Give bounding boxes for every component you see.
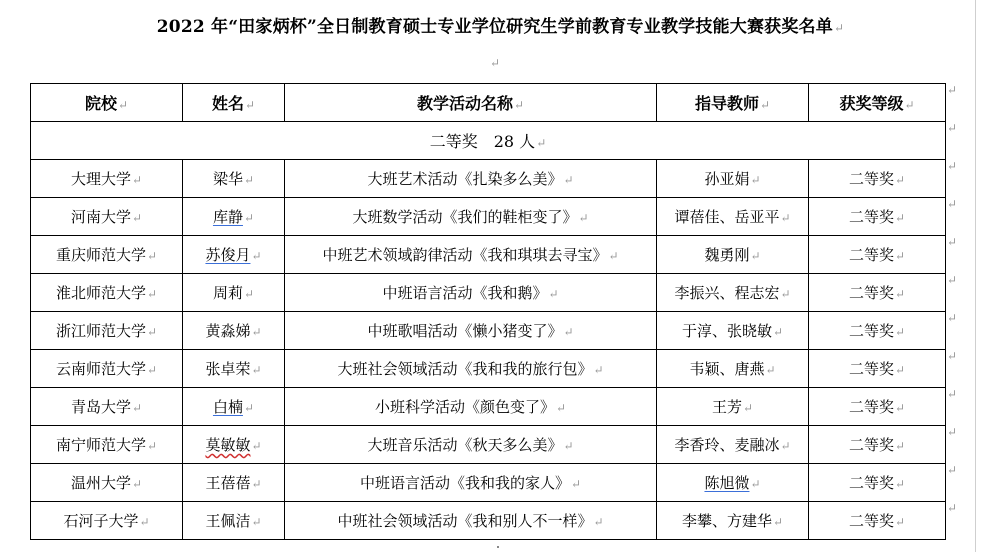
cell-school: 大理大学↵ xyxy=(31,160,183,198)
cell-level: 二等奖↵ xyxy=(809,198,946,236)
row-end-mark-icon: ↵ xyxy=(947,235,958,249)
table-row xyxy=(31,274,946,312)
cell-name: 黄淼娣↵ xyxy=(183,312,285,350)
table-row xyxy=(31,160,946,198)
table-row xyxy=(31,502,946,540)
cell-advisor: 李振兴、程志宏↵ xyxy=(657,274,809,312)
table-header-row xyxy=(31,84,946,122)
cell-advisor: 李攀、方建华↵ xyxy=(657,502,809,540)
row-end-mark-icon: ↵ xyxy=(947,121,958,135)
row-end-mark-icon: ↵ xyxy=(947,463,958,477)
cell-school: 青岛大学↵ xyxy=(31,388,183,426)
cell-level: 二等奖↵ xyxy=(809,236,946,274)
paragraph-mark-icon: ↵ xyxy=(833,21,845,35)
cell-school: 浙江师范大学↵ xyxy=(31,312,183,350)
table-row xyxy=(31,312,946,350)
header-advisor: 指导教师↵ xyxy=(657,84,809,122)
table-row xyxy=(31,388,946,426)
cell-school: 重庆师范大学↵ xyxy=(31,236,183,274)
cell-name: 张卓荣↵ xyxy=(183,350,285,388)
cell-advisor: 于淳、张晓敏↵ xyxy=(657,312,809,350)
row-end-mark-icon: ↵ xyxy=(947,83,958,97)
title-text: 2022 年“田家炳杯”全日制教育硕士专业学位研究生学前教育专业教学技能大赛获奖名单 xyxy=(156,17,833,37)
row-end-mark-icon: ↵ xyxy=(947,349,958,363)
row-end-mark-icon: ↵ xyxy=(947,273,958,287)
cell-level: 二等奖↵ xyxy=(809,464,946,502)
cell-school: 石河子大学↵ xyxy=(31,502,183,540)
header-name: 姓名↵ xyxy=(183,84,285,122)
table-row xyxy=(31,236,946,274)
row-end-marks xyxy=(947,83,961,539)
cell-activity: 中班艺术领域韵律活动《我和琪琪去寻宝》↵ xyxy=(285,236,657,274)
row-end-mark-icon: ↵ xyxy=(947,197,958,211)
cell-advisor: 王芳↵ xyxy=(657,388,809,426)
table-row xyxy=(31,198,946,236)
cell-name: 王蓓蓓↵ xyxy=(183,464,285,502)
cell-activity: 中班语言活动《我和我的家人》↵ xyxy=(285,464,657,502)
cell-name: 梁华↵ xyxy=(183,160,285,198)
cell-advisor: 韦颖、唐燕↵ xyxy=(657,350,809,388)
cell-advisor: 魏勇刚↵ xyxy=(657,236,809,274)
document-title xyxy=(0,12,1001,37)
cell-name: 莫敏敏↵ xyxy=(183,426,285,464)
header-activity: 教学活动名称↵ xyxy=(285,84,657,122)
cell-level: 二等奖↵ xyxy=(809,388,946,426)
cell-level: 二等奖↵ xyxy=(809,312,946,350)
cell-name: 王佩洁↵ xyxy=(183,502,285,540)
cell-advisor: 陈旭微↵ xyxy=(657,464,809,502)
cell-school: 南宁师范大学↵ xyxy=(31,426,183,464)
cell-activity: 大班艺术活动《扎染多么美》↵ xyxy=(285,160,657,198)
awards-table xyxy=(30,83,946,540)
cell-school: 温州大学↵ xyxy=(31,464,183,502)
cell-level: 二等奖↵ xyxy=(809,350,946,388)
page-edge-divider xyxy=(975,0,976,552)
cell-activity: 中班语言活动《我和鹅》↵ xyxy=(285,274,657,312)
cell-activity: 大班数学活动《我们的鞋柜变了》↵ xyxy=(285,198,657,236)
row-end-mark-icon: ↵ xyxy=(947,311,958,325)
cell-name: 苏俊月↵ xyxy=(183,236,285,274)
cell-name: 库静↵ xyxy=(183,198,285,236)
cell-school: 河南大学↵ xyxy=(31,198,183,236)
cell-level: 二等奖↵ xyxy=(809,502,946,540)
cursor-dot xyxy=(497,546,499,548)
row-end-mark-icon: ↵ xyxy=(947,387,958,401)
header-level: 获奖等级↵ xyxy=(809,84,946,122)
cell-school: 云南师范大学↵ xyxy=(31,350,183,388)
cell-activity: 大班社会领域活动《我和我的旅行包》↵ xyxy=(285,350,657,388)
cell-activity: 中班社会领域活动《我和别人不一样》↵ xyxy=(285,502,657,540)
row-end-mark-icon: ↵ xyxy=(947,425,958,439)
table-row xyxy=(31,464,946,502)
row-end-mark-icon: ↵ xyxy=(947,159,958,173)
cell-advisor: 孙亚娟↵ xyxy=(657,160,809,198)
cell-activity: 大班音乐活动《秋天多么美》↵ xyxy=(285,426,657,464)
cell-advisor: 谭蓓佳、岳亚平↵ xyxy=(657,198,809,236)
section-title-row xyxy=(31,122,946,160)
row-end-mark-icon: ↵ xyxy=(947,501,958,515)
empty-paragraph-mark-icon: ↵ xyxy=(490,56,501,70)
cell-advisor: 李香玲、麦融冰↵ xyxy=(657,426,809,464)
cell-activity: 小班科学活动《颜色变了》↵ xyxy=(285,388,657,426)
cell-level: 二等奖↵ xyxy=(809,274,946,312)
cell-name: 周莉↵ xyxy=(183,274,285,312)
cell-level: 二等奖↵ xyxy=(809,160,946,198)
table-row xyxy=(31,426,946,464)
table-row xyxy=(31,350,946,388)
cell-name: 白楠↵ xyxy=(183,388,285,426)
cell-school: 淮北师范大学↵ xyxy=(31,274,183,312)
section-title: 二等奖 28 人↵ xyxy=(31,122,946,160)
cell-activity: 中班歌唱活动《懒小猪变了》↵ xyxy=(285,312,657,350)
cell-level: 二等奖↵ xyxy=(809,426,946,464)
header-school: 院校↵ xyxy=(31,84,183,122)
